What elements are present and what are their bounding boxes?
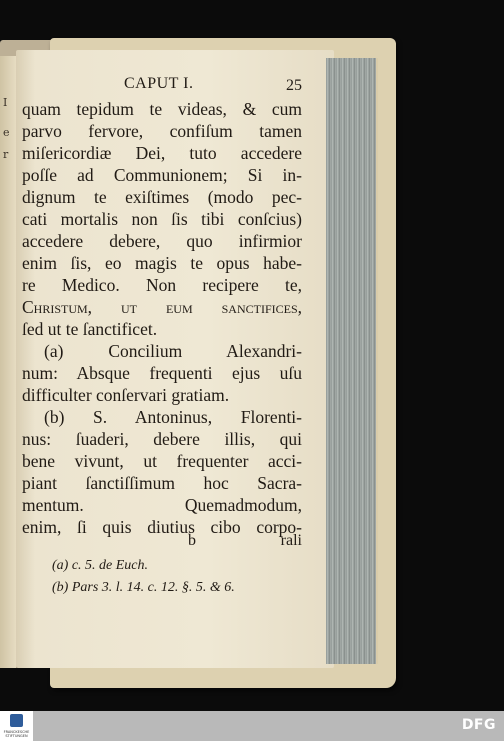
footnote: (b) Pars 3. l. 14. c. 12. §. 5. & 6.	[52, 580, 235, 595]
text-line: (a) Concilium Alexandri-	[44, 341, 302, 361]
fragment-1: I	[3, 96, 8, 109]
catchword: rali	[280, 532, 302, 549]
text-line: cati mortalis non ſis tibi conſcius)	[22, 209, 302, 229]
library-logo-icon	[10, 714, 23, 727]
page-number: 25	[286, 77, 302, 94]
text-line: poſſe ad Communionem; Si in-	[22, 165, 302, 185]
text-line: re Medico. Non recipere te,	[22, 275, 302, 295]
fragment-3: r	[3, 148, 9, 161]
text-line: parvo fervore, confiſum tamen	[22, 121, 302, 141]
text-line: ſed ut te ſanctificet.	[22, 319, 158, 339]
text-line: mentum. Quemadmodum,	[22, 495, 302, 515]
text-line: quam tepidum te videas, & cum	[22, 99, 302, 119]
library-logo-text: FRANCKESCHE STIFTUNGEN	[3, 730, 30, 738]
text-line: piant ſanctiſſimum hoc Sacra-	[22, 473, 302, 493]
page-bottom-marks	[188, 532, 302, 552]
text-line: dignum te exiſtimes (modo pec-	[22, 187, 302, 207]
text-line: difficulter conſervari gratiam.	[22, 385, 230, 405]
running-head: CAPUT I.	[124, 75, 194, 92]
text-line: num: Absque frequenti ejus uſu	[22, 363, 302, 383]
text-line: Christum, ut eum ſanctifices,	[22, 297, 302, 317]
dfg-logo[interactable]: DFG	[461, 717, 496, 733]
text-line: (b) S. Antoninus, Florenti-	[44, 407, 302, 427]
fragment-2: e	[3, 126, 10, 139]
text-line: nus: ſuaderi, debere illis, qui	[22, 429, 302, 449]
signature-mark: b	[188, 532, 196, 549]
viewer-footer	[0, 711, 504, 741]
text-line: bene vivunt, ut frequenter acci-	[22, 451, 302, 471]
footnote: (a) c. 5. de Euch.	[52, 558, 149, 573]
library-logo[interactable]	[0, 711, 33, 741]
text-line: enim, ſi quis diutius cibo corpo-	[22, 517, 302, 537]
text-line: accedere debere, quo infirmior	[22, 231, 302, 251]
text-line: miſericordiæ Dei, tuto accedere	[22, 143, 302, 163]
running-header	[124, 75, 302, 95]
text-line: enim ſis, eo magis te opus habe-	[22, 253, 302, 273]
